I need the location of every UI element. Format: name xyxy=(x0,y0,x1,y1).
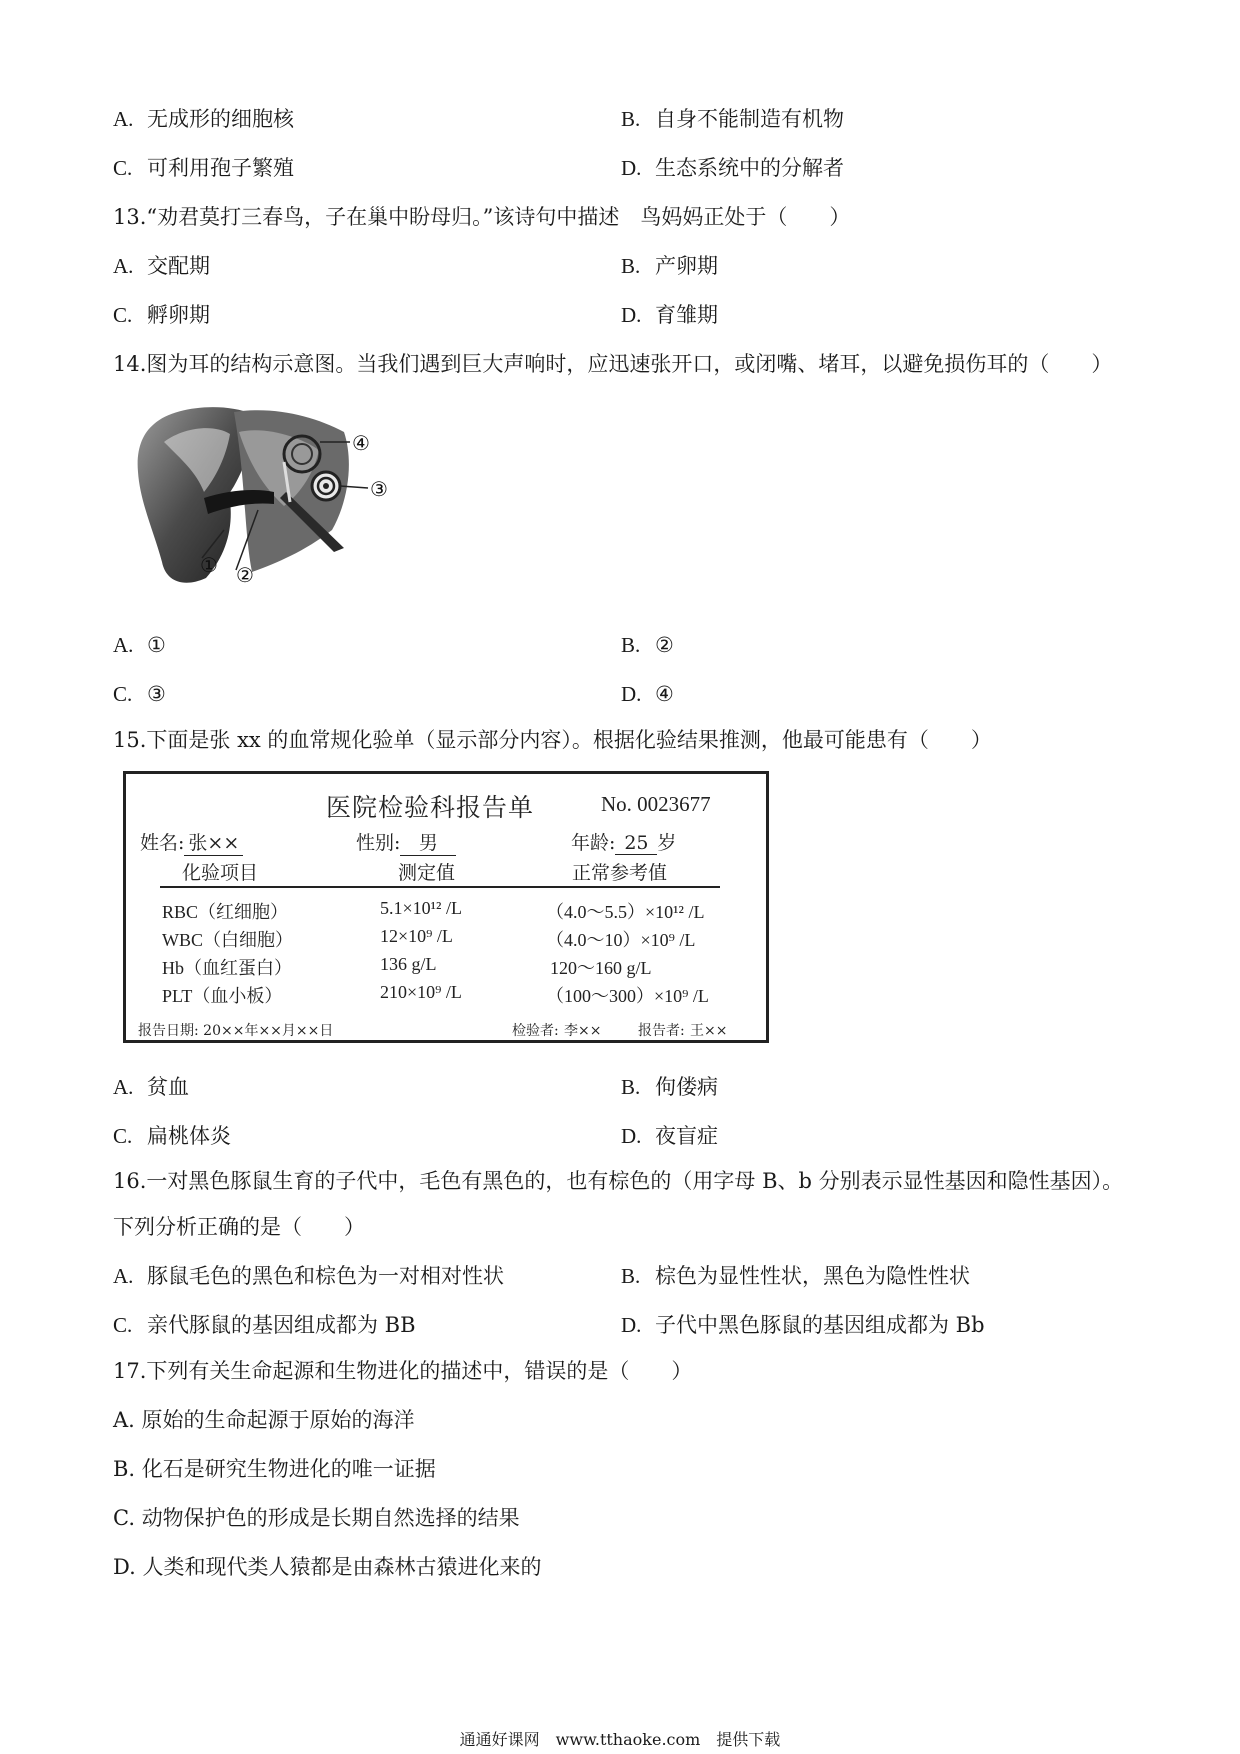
ear-label-4: ④ xyxy=(352,431,370,455)
q13-option-b: B. 产卵期 xyxy=(621,254,718,278)
report-row-ref: （100～300）×10⁹ /L xyxy=(546,986,709,1006)
report-name: 姓名: 张×× xyxy=(140,828,243,856)
report-row-ref: （4.0～5.5）×10¹² /L xyxy=(546,902,705,922)
q16-stem-line1: 16.一对黑色豚鼠生育的子代中，毛色有黑色的，也有棕色的（用字母 B、b 分别表示显性基因和隐性基因）。 xyxy=(113,1169,1124,1193)
q15-stem: 15.下面是张 xx 的血常规化验单（显示部分内容）。根据化验结果推测，他最可能患有（ ） xyxy=(113,728,992,752)
q17-stem: 17.下列有关生命起源和生物进化的描述中，错误的是（ ） xyxy=(113,1359,693,1383)
report-date: 报告日期: 20××年××月××日 xyxy=(138,1023,334,1039)
report-header-value: 测定值 xyxy=(398,862,456,884)
ear-label-3: ③ xyxy=(370,477,388,501)
report-row-item: RBC（红细胞） xyxy=(162,902,289,922)
q16-option-c: C. 亲代豚鼠的基因组成都为 BB xyxy=(113,1313,416,1337)
report-age: 年龄: 25 岁 xyxy=(571,832,677,854)
q13-stem: 13.“劝君莫打三春鸟，子在巢中盼母归。”该诗句中描述 鸟妈妈正处于（ ） xyxy=(113,205,851,229)
q17-option-a: A. 原始的生命起源于原始的海洋 xyxy=(113,1408,415,1432)
q14-option-d: D. ④ xyxy=(621,682,674,706)
ear-label-1: ① xyxy=(200,553,218,577)
report-row-value: 210×10⁹ /L xyxy=(380,982,462,1002)
report-number: No. 0023677 xyxy=(601,792,711,816)
q12-option-c: C. 可利用孢子繁殖 xyxy=(113,156,294,180)
q17-option-b: B. 化石是研究生物进化的唯一证据 xyxy=(113,1457,436,1481)
q13-option-c: C. 孵卵期 xyxy=(113,303,210,327)
q15-option-d: D. 夜盲症 xyxy=(621,1124,718,1148)
q13-option-d: D. 育雏期 xyxy=(621,303,718,327)
q17-option-d: D. 人类和现代类人猿都是由森林古猿进化来的 xyxy=(113,1555,542,1579)
report-row-item: Hb（血红蛋白） xyxy=(162,958,292,978)
q13-option-a: A. 交配期 xyxy=(113,254,210,278)
q12-option-b: B. 自身不能制造有机物 xyxy=(621,107,844,131)
report-row-value: 5.1×10¹² /L xyxy=(380,898,462,918)
lab-report xyxy=(123,771,769,1043)
q17-option-c: C. 动物保护色的形成是长期自然选择的结果 xyxy=(113,1506,520,1530)
q16-option-d: D. 子代中黑色豚鼠的基因组成都为 Bb xyxy=(621,1313,985,1337)
ear-structure-figure xyxy=(134,402,454,588)
report-row-value: 12×10⁹ /L xyxy=(380,926,453,946)
report-row-item: WBC（白细胞） xyxy=(162,930,294,950)
report-row-item: PLT（血小板） xyxy=(162,986,283,1006)
q14-option-b: B. ② xyxy=(621,633,674,657)
q16-option-a: A. 豚鼠毛色的黑色和棕色为一对相对性状 xyxy=(113,1264,504,1288)
ear-label-2: ② xyxy=(236,563,254,587)
q16-stem-line2: 下列分析正确的是（ ） xyxy=(113,1215,365,1239)
q14-stem: 14.图为耳的结构示意图。当我们遇到巨大声响时，应迅速张开口，或闭嘴、堵耳，以避免损伤耳的（ ） xyxy=(113,352,1113,376)
report-row-value: 136 g/L xyxy=(380,954,437,974)
report-inspector: 检验者: 李×× xyxy=(512,1020,607,1041)
report-reporter: 报告者: 王×× xyxy=(638,1020,733,1041)
q15-option-c: C. 扁桃体炎 xyxy=(113,1124,231,1148)
q16-option-b: B. 棕色为显性性状，黑色为隐性性状 xyxy=(621,1264,970,1288)
report-header-rule xyxy=(160,886,720,888)
report-row-ref: （4.0～10）×10⁹ /L xyxy=(546,930,696,950)
q15-option-b: B. 佝偻病 xyxy=(621,1075,718,1099)
q12-option-a: A. 无成形的细胞核 xyxy=(113,107,294,131)
report-sex: 性别: 男 xyxy=(356,828,456,856)
report-row-ref: 120～160 g/L xyxy=(550,958,652,978)
report-header-item: 化验项目 xyxy=(182,862,259,884)
page-footer: 通通好课网 www.tthaoke.com 提供下载 xyxy=(459,1730,781,1749)
q14-option-c: C. ③ xyxy=(113,682,166,706)
report-title: 医院检验科报告单 xyxy=(326,793,535,822)
ear-illustration xyxy=(138,407,349,583)
q14-option-a: A. ① xyxy=(113,633,166,657)
report-header-ref: 正常参考值 xyxy=(572,862,668,884)
q15-option-a: A. 贫血 xyxy=(113,1075,189,1099)
q12-option-d: D. 生态系统中的分解者 xyxy=(621,156,844,180)
